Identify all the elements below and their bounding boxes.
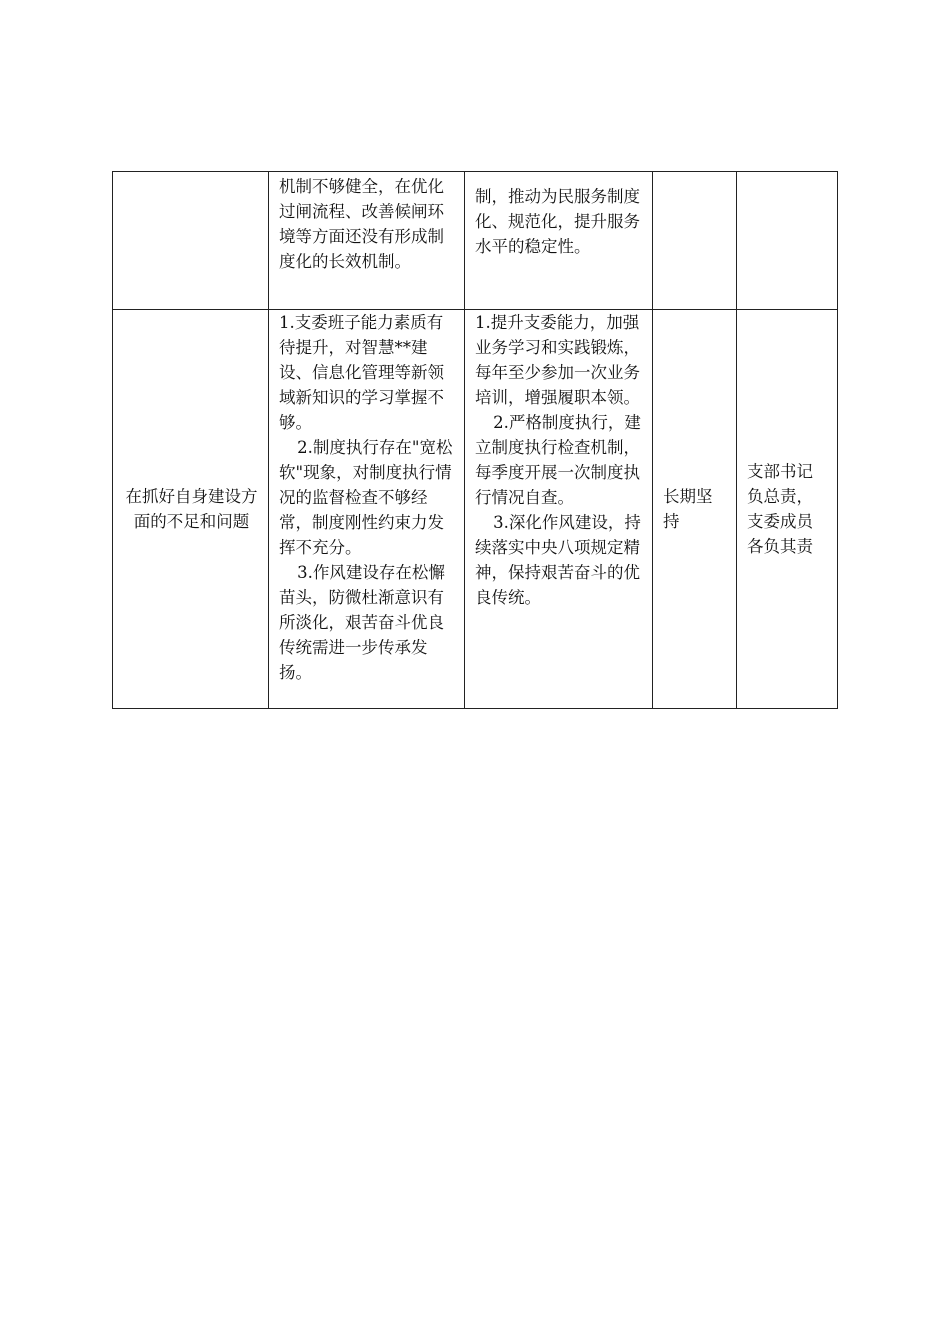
- measure-item-3: 3.深化作风建设，持续落实中央八项规定精神，保持艰苦奋斗的优良传统。: [475, 513, 641, 607]
- problems-cell: [269, 310, 465, 709]
- category-cell: [113, 172, 269, 310]
- timeline-cell: [653, 172, 737, 310]
- problem-item-3: 3.作风建设存在松懈苗头，防微杜渐意识有所淡化，艰苦奋斗优良传统需进一步传承发扬。: [279, 563, 445, 682]
- problem-item-2: 2.制度执行存在"宽松软"现象，对制度执行情况的监督检查不够经常，制度刚性约束力发挥不充分。: [279, 438, 453, 557]
- responsible-cell: [737, 172, 838, 310]
- measure-item-1: 1.提升支委能力，加强业务学习和实践锻炼，每年至少参加一次业务培训，增强履职本领。: [475, 313, 640, 407]
- problem-item-1: 1.支委班子能力素质有待提升，对智慧**建设、信息化管理等新领域新知识的学习掌握不够。: [279, 313, 444, 432]
- problem-text: 机制不够健全，在优化过闸流程、改善候闸环境等方面还没有形成制度化的长效机制。: [279, 177, 444, 271]
- responsible-cell: 支部书记负总责，支委成员各负其责: [737, 310, 838, 709]
- measures-cell: [465, 310, 653, 709]
- rectification-table: [112, 171, 838, 709]
- table-row: [113, 172, 838, 310]
- measure-item-2: 2.严格制度执行，建立制度执行检查机制，每季度开展一次制度执行情况自查。: [475, 413, 641, 507]
- measures-cell: [465, 172, 653, 310]
- table-row: [113, 310, 838, 709]
- problems-cell: [269, 172, 465, 310]
- measure-text: 制，推动为民服务制度化、规范化，提升服务水平的稳定性。: [475, 187, 640, 256]
- category-cell: 在抓好自身建设方面的不足和问题: [113, 310, 269, 709]
- timeline-cell: 长期坚持: [653, 310, 737, 709]
